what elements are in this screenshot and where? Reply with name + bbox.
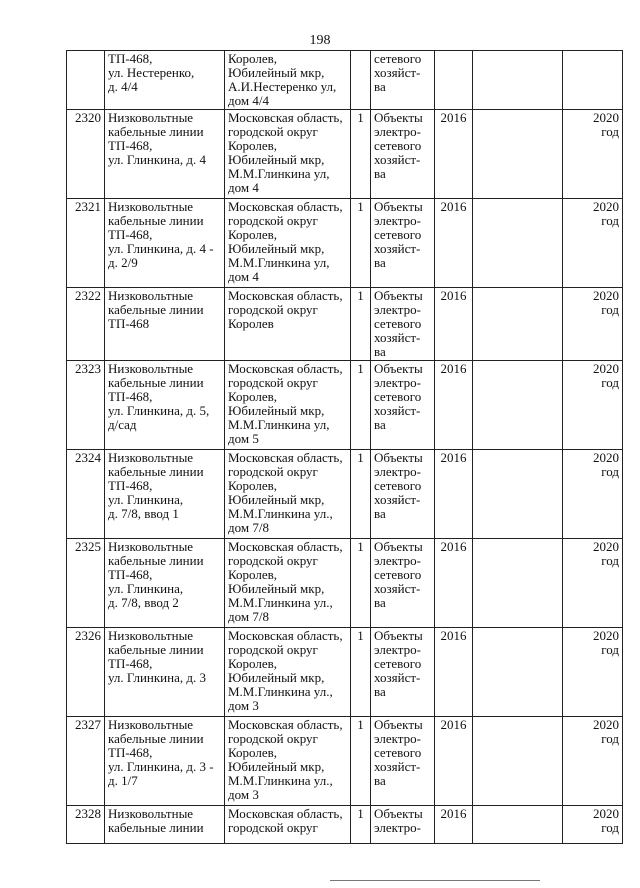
category-cell	[371, 288, 435, 361]
deadline-cell-line: 2020	[593, 806, 619, 821]
extra-cell	[473, 110, 563, 199]
category-cell-line: электро-	[374, 124, 421, 139]
extra-cell	[473, 288, 563, 361]
object-name-cell	[105, 51, 225, 110]
table-row	[67, 51, 623, 110]
address-cell-line: М.М.Глинкина ул.,	[228, 773, 333, 788]
row-number-cell: 2327	[67, 717, 105, 806]
deadline-cell	[563, 361, 623, 450]
quantity-cell: 1	[351, 361, 371, 450]
category-cell-line: ва	[374, 344, 386, 359]
category-cell-line: сетевого	[374, 389, 422, 404]
object-name-cell-line: д. 2/9	[108, 255, 138, 270]
address-cell	[225, 450, 351, 539]
address-cell	[225, 51, 351, 110]
category-cell-line: сетевого	[374, 138, 422, 153]
category-cell-line: хозяйст-	[374, 492, 421, 507]
address-cell-line: Юбилейный мкр,	[228, 670, 325, 685]
address-cell-line: дом 5	[228, 431, 259, 446]
extra-cell	[473, 717, 563, 806]
address-cell-line: городской округ	[228, 731, 318, 746]
address-cell-line: Московская область,	[228, 450, 343, 465]
object-name-cell	[105, 539, 225, 628]
deadline-cell-line: год	[601, 213, 619, 228]
deadline-cell-line: год	[601, 124, 619, 139]
address-cell-line: городской округ	[228, 302, 318, 317]
address-cell	[225, 110, 351, 199]
address-cell-line: Королев,	[228, 138, 277, 153]
object-name-cell-line: кабельные линии	[108, 124, 204, 139]
category-cell	[371, 110, 435, 199]
address-cell-line: Королев,	[228, 227, 277, 242]
address-cell	[225, 539, 351, 628]
object-name-cell-line: ТП-468,	[108, 745, 153, 760]
category-cell-line: хозяйст-	[374, 581, 421, 596]
object-name-cell-line: ТП-468,	[108, 138, 153, 153]
deadline-cell-line: год	[601, 820, 619, 835]
table-row	[67, 288, 623, 361]
address-cell-line: Юбилейный мкр,	[228, 403, 325, 418]
quantity-cell: 1	[351, 199, 371, 288]
address-cell-line: Королев,	[228, 745, 277, 760]
object-name-cell-line: Низковольтные	[108, 288, 194, 303]
category-cell-line: электро-	[374, 731, 421, 746]
row-number-cell: 2320	[67, 110, 105, 199]
deadline-cell-line: год	[601, 464, 619, 479]
category-cell-line: электро-	[374, 553, 421, 568]
year-cell: 2016	[435, 110, 473, 199]
address-cell-line: городской округ	[228, 642, 318, 657]
extra-cell	[473, 539, 563, 628]
deadline-cell-line: 2020	[593, 199, 619, 214]
address-cell-line: Московская область,	[228, 110, 343, 125]
address-cell-line: городской округ	[228, 213, 318, 228]
category-cell	[371, 628, 435, 717]
category-cell-line: сетевого	[374, 316, 422, 331]
object-name-cell-line: Низковольтные	[108, 717, 194, 732]
deadline-cell	[563, 539, 623, 628]
object-name-cell-line: кабельные линии	[108, 553, 204, 568]
year-cell: 2016	[435, 199, 473, 288]
object-name-cell-line: ТП-468,	[108, 389, 153, 404]
address-cell-line: Юбилейный мкр,	[228, 152, 325, 167]
category-cell-line: ва	[374, 417, 386, 432]
object-name-cell-line: ул. Нестеренко,	[108, 65, 195, 80]
extra-cell	[473, 628, 563, 717]
object-name-cell	[105, 628, 225, 717]
category-cell-line: хозяйст-	[374, 330, 421, 345]
object-name-cell-line: Низковольтные	[108, 361, 194, 376]
category-cell-line: хозяйст-	[374, 403, 421, 418]
object-name-cell	[105, 717, 225, 806]
category-cell-line: Объекты	[374, 199, 423, 214]
category-cell-line: ва	[374, 79, 386, 94]
year-cell: 2016	[435, 628, 473, 717]
year-cell: 2016	[435, 288, 473, 361]
extra-cell	[473, 51, 563, 110]
quantity-cell: 1	[351, 450, 371, 539]
category-cell-line: ва	[374, 684, 386, 699]
category-cell-line: Объекты	[374, 806, 423, 821]
address-cell-line: Юбилейный мкр,	[228, 492, 325, 507]
address-cell-line: дом 3	[228, 698, 259, 713]
category-cell-line: электро-	[374, 213, 421, 228]
deadline-cell	[563, 288, 623, 361]
category-cell	[371, 717, 435, 806]
table-row	[67, 450, 623, 539]
object-name-cell-line: Низковольтные	[108, 539, 194, 554]
object-name-cell	[105, 361, 225, 450]
address-cell-line: дом 3	[228, 787, 259, 802]
category-cell-line: сетевого	[374, 745, 422, 760]
quantity-cell: 1	[351, 288, 371, 361]
quantity-cell: 1	[351, 717, 371, 806]
category-cell-line: ва	[374, 166, 386, 181]
category-cell-line: сетевого	[374, 656, 422, 671]
deadline-cell-line: 2020	[593, 450, 619, 465]
scan-edge-line	[330, 880, 540, 881]
quantity-cell: 1	[351, 539, 371, 628]
object-name-cell-line: Низковольтные	[108, 199, 194, 214]
object-name-cell-line: ТП-468,	[108, 567, 153, 582]
address-cell-line: Юбилейный мкр,	[228, 759, 325, 774]
row-number-cell: 2326	[67, 628, 105, 717]
category-cell-line: Объекты	[374, 539, 423, 554]
year-cell: 2016	[435, 717, 473, 806]
table-row	[67, 806, 623, 844]
extra-cell	[473, 450, 563, 539]
deadline-cell-line: 2020	[593, 288, 619, 303]
year-cell: 2016	[435, 450, 473, 539]
deadline-cell-line: 2020	[593, 110, 619, 125]
address-cell-line: Московская область,	[228, 288, 343, 303]
address-cell	[225, 361, 351, 450]
address-cell-line: дом 4	[228, 269, 259, 284]
object-name-cell-line: д. 1/7	[108, 773, 138, 788]
object-name-cell-line: ул. Глинкина, д. 4	[108, 152, 206, 167]
category-cell-line: хозяйст-	[374, 65, 421, 80]
category-cell-line: ва	[374, 255, 386, 270]
address-cell-line: городской округ	[228, 124, 318, 139]
year-cell: 2016	[435, 806, 473, 844]
address-cell-line: Королев,	[228, 389, 277, 404]
deadline-cell-line: год	[601, 302, 619, 317]
address-cell-line: Московская область,	[228, 806, 343, 821]
deadline-cell	[563, 628, 623, 717]
object-name-cell-line: ул. Глинкина, д. 3 -	[108, 759, 214, 774]
deadline-cell	[563, 51, 623, 110]
object-name-cell	[105, 288, 225, 361]
address-cell-line: М.М.Глинкина ул,	[228, 417, 330, 432]
row-number-cell: 2325	[67, 539, 105, 628]
category-cell	[371, 361, 435, 450]
object-name-cell-line: ТП-468,	[108, 656, 153, 671]
address-cell	[225, 288, 351, 361]
address-cell-line: Московская область,	[228, 539, 343, 554]
address-cell-line: Королев,	[228, 656, 277, 671]
quantity-cell: 1	[351, 628, 371, 717]
object-name-cell-line: д/сад	[108, 417, 137, 432]
object-name-cell-line: д. 4/4	[108, 79, 138, 94]
object-name-cell-line: ул. Глинкина,	[108, 492, 184, 507]
page-number: 198	[309, 33, 331, 48]
table-row	[67, 717, 623, 806]
object-name-cell	[105, 806, 225, 844]
address-cell-line: Королев,	[228, 478, 277, 493]
object-name-cell	[105, 110, 225, 199]
table-row	[67, 110, 623, 199]
address-cell-line: Московская область,	[228, 199, 343, 214]
object-name-cell-line: кабельные линии	[108, 302, 204, 317]
category-cell-line: Объекты	[374, 361, 423, 376]
category-cell-line: электро-	[374, 302, 421, 317]
address-cell-line: городской округ	[228, 375, 318, 390]
object-name-cell-line: д. 7/8, ввод 1	[108, 506, 179, 521]
object-name-cell-line: ТП-468,	[108, 227, 153, 242]
category-cell-line: хозяйст-	[374, 241, 421, 256]
category-cell-line: сетевого	[374, 51, 422, 66]
row-number-cell: 2321	[67, 199, 105, 288]
object-name-cell	[105, 450, 225, 539]
address-cell-line: Юбилейный мкр,	[228, 581, 325, 596]
address-cell-line: городской округ	[228, 464, 318, 479]
category-cell-line: Объекты	[374, 628, 423, 643]
object-name-cell-line: ТП-468,	[108, 51, 153, 66]
address-cell-line: А.И.Нестеренко ул,	[228, 79, 337, 94]
object-name-cell-line: ул. Глинкина, д. 4 -	[108, 241, 214, 256]
address-cell	[225, 806, 351, 844]
address-cell-line: М.М.Глинкина ул,	[228, 166, 330, 181]
address-cell-line: дом 7/8	[228, 520, 269, 535]
object-name-cell-line: кабельные линии	[108, 731, 204, 746]
address-cell-line: городской округ	[228, 820, 318, 835]
deadline-cell-line: год	[601, 553, 619, 568]
registry-table	[66, 50, 623, 844]
row-number-cell	[67, 51, 105, 110]
category-cell	[371, 450, 435, 539]
deadline-cell-line: 2020	[593, 717, 619, 732]
category-cell-line: электро-	[374, 820, 421, 835]
deadline-cell	[563, 110, 623, 199]
quantity-cell: 1	[351, 110, 371, 199]
category-cell-line: Объекты	[374, 450, 423, 465]
address-cell-line: Московская область,	[228, 628, 343, 643]
category-cell	[371, 806, 435, 844]
object-name-cell-line: Низковольтные	[108, 628, 194, 643]
extra-cell	[473, 806, 563, 844]
category-cell	[371, 199, 435, 288]
address-cell-line: М.М.Глинкина ул.,	[228, 506, 333, 521]
object-name-cell-line: ул. Глинкина,	[108, 581, 184, 596]
category-cell-line: хозяйст-	[374, 152, 421, 167]
address-cell-line: Юбилейный мкр,	[228, 241, 325, 256]
object-name-cell-line: ТП-468,	[108, 478, 153, 493]
object-name-cell-line: кабельные линии	[108, 820, 204, 835]
object-name-cell-line: ул. Глинкина, д. 5,	[108, 403, 210, 418]
category-cell	[371, 539, 435, 628]
address-cell-line: Королев,	[228, 567, 277, 582]
deadline-cell	[563, 717, 623, 806]
quantity-cell: 1	[351, 806, 371, 844]
object-name-cell-line: ул. Глинкина, д. 3	[108, 670, 206, 685]
category-cell	[371, 51, 435, 110]
address-cell-line: дом 7/8	[228, 609, 269, 624]
address-cell-line: Московская область,	[228, 361, 343, 376]
address-cell	[225, 628, 351, 717]
address-cell-line: дом 4/4	[228, 93, 269, 108]
category-cell-line: сетевого	[374, 227, 422, 242]
category-cell-line: хозяйст-	[374, 670, 421, 685]
object-name-cell-line: Низковольтные	[108, 110, 194, 125]
row-number-cell: 2328	[67, 806, 105, 844]
quantity-cell	[351, 51, 371, 110]
deadline-cell-line: 2020	[593, 361, 619, 376]
year-cell	[435, 51, 473, 110]
deadline-cell-line: год	[601, 642, 619, 657]
object-name-cell-line: кабельные линии	[108, 375, 204, 390]
category-cell-line: Объекты	[374, 288, 423, 303]
address-cell-line: городской округ	[228, 553, 318, 568]
address-cell	[225, 199, 351, 288]
category-cell-line: электро-	[374, 464, 421, 479]
deadline-cell	[563, 806, 623, 844]
year-cell: 2016	[435, 361, 473, 450]
category-cell-line: хозяйст-	[374, 759, 421, 774]
category-cell-line: электро-	[374, 375, 421, 390]
object-name-cell	[105, 199, 225, 288]
year-cell: 2016	[435, 539, 473, 628]
address-cell-line: Юбилейный мкр,	[228, 65, 325, 80]
extra-cell	[473, 361, 563, 450]
object-name-cell-line: кабельные линии	[108, 642, 204, 657]
table-row	[67, 539, 623, 628]
table-row	[67, 628, 623, 717]
deadline-cell-line: год	[601, 375, 619, 390]
table-row	[67, 361, 623, 450]
deadline-cell-line: год	[601, 731, 619, 746]
address-cell-line: Королев,	[228, 51, 277, 66]
row-number-cell: 2322	[67, 288, 105, 361]
category-cell-line: Объекты	[374, 717, 423, 732]
deadline-cell-line: 2020	[593, 539, 619, 554]
object-name-cell-line: ТП-468	[108, 316, 150, 331]
table-body	[67, 51, 623, 844]
address-cell-line: Королев	[228, 316, 274, 331]
object-name-cell-line: д. 7/8, ввод 2	[108, 595, 179, 610]
category-cell-line: ва	[374, 506, 386, 521]
address-cell	[225, 717, 351, 806]
deadline-cell	[563, 199, 623, 288]
category-cell-line: сетевого	[374, 567, 422, 582]
address-cell-line: М.М.Глинкина ул,	[228, 255, 330, 270]
extra-cell	[473, 199, 563, 288]
object-name-cell-line: кабельные линии	[108, 464, 204, 479]
address-cell-line: М.М.Глинкина ул.,	[228, 595, 333, 610]
row-number-cell: 2324	[67, 450, 105, 539]
category-cell-line: ва	[374, 773, 386, 788]
address-cell-line: дом 4	[228, 180, 259, 195]
address-cell-line: Московская область,	[228, 717, 343, 732]
category-cell-line: Объекты	[374, 110, 423, 125]
category-cell-line: ва	[374, 595, 386, 610]
object-name-cell-line: Низковольтные	[108, 450, 194, 465]
object-name-cell-line: кабельные линии	[108, 213, 204, 228]
table-row	[67, 199, 623, 288]
category-cell-line: электро-	[374, 642, 421, 657]
row-number-cell: 2323	[67, 361, 105, 450]
object-name-cell-line: Низковольтные	[108, 806, 194, 821]
address-cell-line: М.М.Глинкина ул.,	[228, 684, 333, 699]
category-cell-line: сетевого	[374, 478, 422, 493]
deadline-cell-line: 2020	[593, 628, 619, 643]
deadline-cell	[563, 450, 623, 539]
